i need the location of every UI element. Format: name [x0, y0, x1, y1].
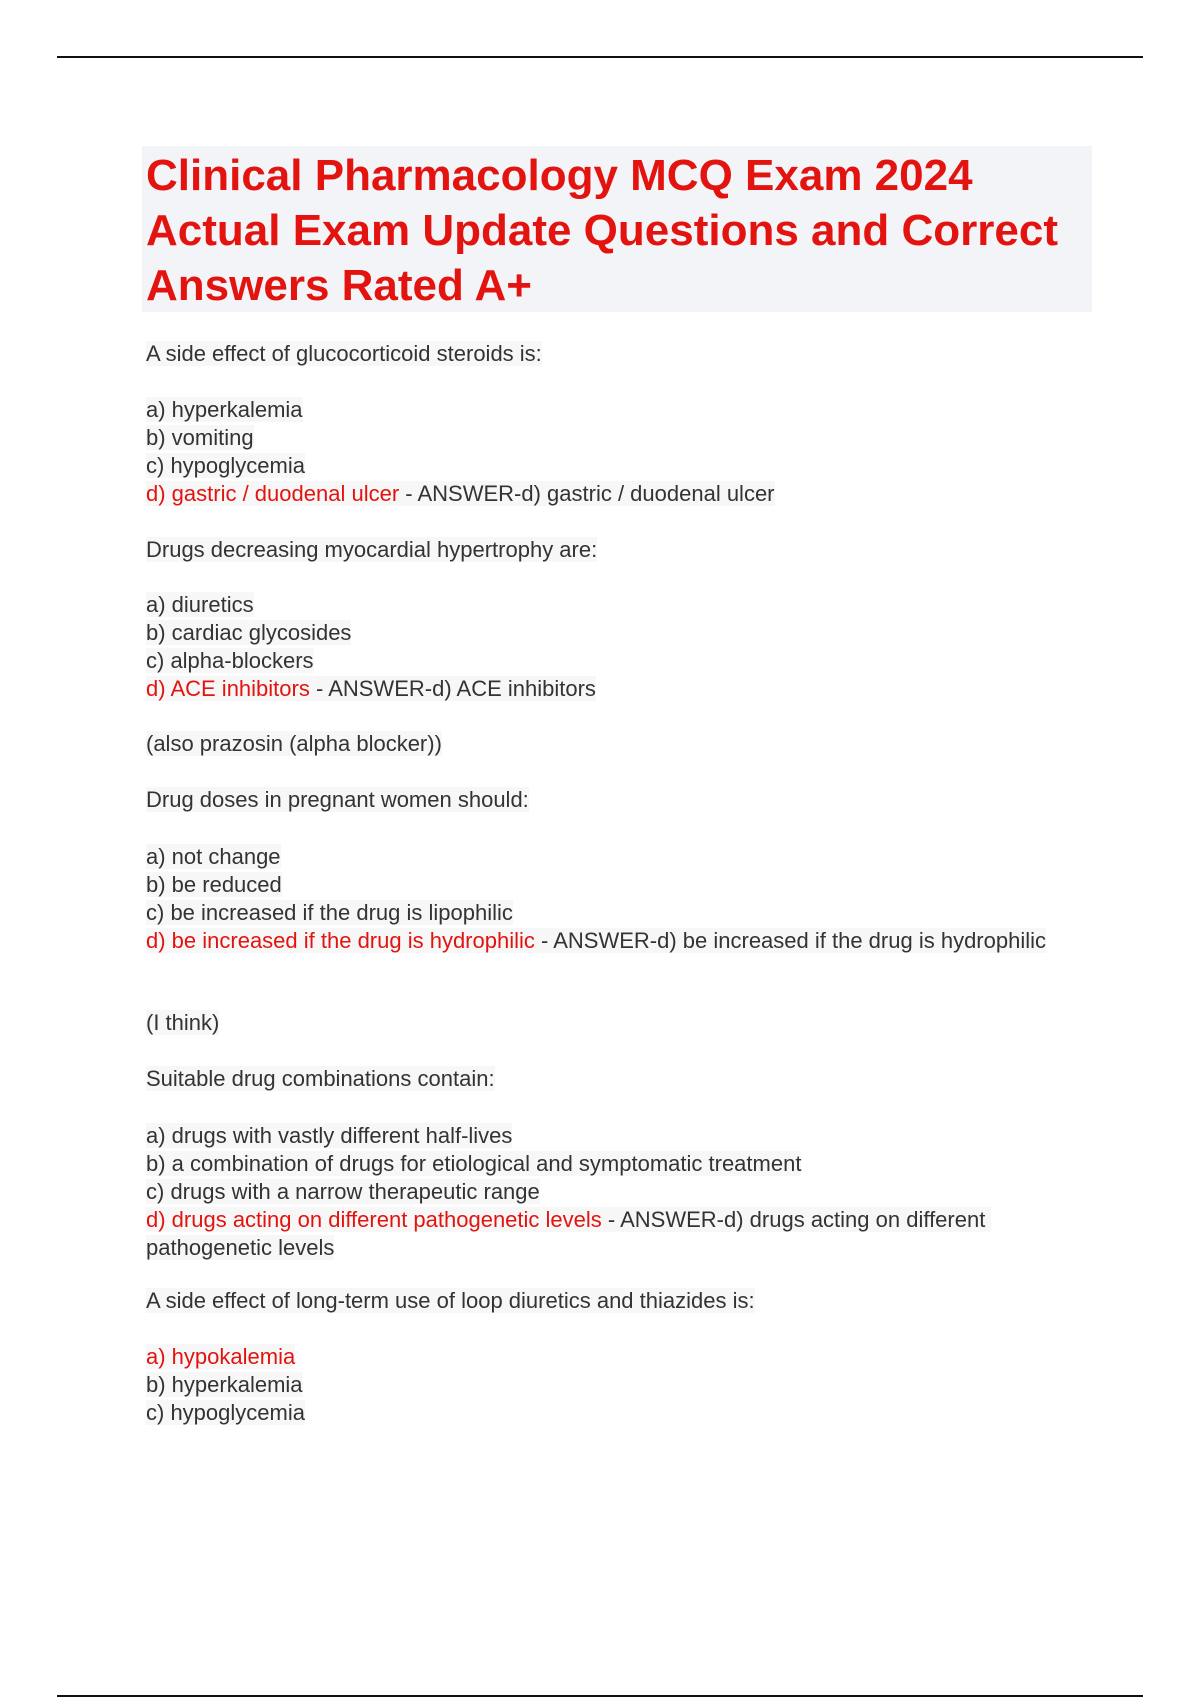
question-3-options	[146, 843, 1086, 955]
option-c: c) drugs with a narrow therapeutic range	[146, 1179, 540, 1204]
question-2-note	[146, 730, 1086, 758]
question-stem: Drugs decreasing myocardial hypertrophy are:	[146, 537, 598, 562]
option-a: a) not change	[146, 844, 281, 869]
question-stem: A side effect of glucocorticoid steroids is:	[146, 341, 542, 366]
question-4-options	[146, 1122, 1086, 1262]
option-a: a) hyperkalemia	[146, 397, 303, 422]
correct-option: a) hypokalemia	[146, 1344, 296, 1369]
question-1-options	[146, 396, 1086, 508]
question-3	[146, 786, 1086, 814]
option-c: c) alpha-blockers	[146, 648, 314, 673]
option-b: b) be reduced	[146, 872, 282, 897]
question-5-options	[146, 1343, 1086, 1427]
question-stem: A side effect of long-term use of loop diuretics and thiazides is:	[146, 1288, 755, 1313]
correct-option: d) ACE inhibitors	[146, 676, 310, 701]
option-b: b) vomiting	[146, 425, 254, 450]
answer-text: - ANSWER-d) be increased if the drug is hydrophilic	[534, 928, 1046, 953]
question-4	[146, 1065, 1086, 1093]
correct-option: d) be increased if the drug is hydrophilic	[146, 928, 535, 953]
top-rule	[57, 56, 1143, 58]
document-title: Clinical Pharmacology MCQ Exam 2024 Actual Exam Update Questions and Correct Answers Rated A+	[146, 151, 1058, 310]
correct-option: d) drugs acting on different pathogenetic levels	[146, 1207, 602, 1232]
option-c: c) be increased if the drug is lipophilic	[146, 900, 513, 925]
question-1	[146, 340, 1086, 368]
question-2	[146, 536, 1086, 564]
question-2-options	[146, 591, 1086, 703]
bottom-rule	[57, 1695, 1143, 1697]
option-b: b) hyperkalemia	[146, 1372, 303, 1397]
option-a: a) diuretics	[146, 592, 254, 617]
option-a: a) drugs with vastly different half-lives	[146, 1123, 513, 1148]
question-stem: Drug doses in pregnant women should:	[146, 787, 529, 812]
correct-option: d) gastric / duodenal ulcer	[146, 481, 400, 506]
note-text: (I think)	[146, 1010, 220, 1035]
option-c: c) hypoglycemia	[146, 1400, 305, 1425]
option-b: b) a combination of drugs for etiological and symptomatic treatment	[146, 1151, 802, 1176]
question-5	[146, 1287, 1086, 1315]
answer-text: - ANSWER-d) gastric / duodenal ulcer	[399, 481, 775, 506]
question-stem: Suitable drug combinations contain:	[146, 1066, 495, 1091]
question-3-note	[146, 1009, 1086, 1037]
answer-text: - ANSWER-d) drugs acting on different pathogenetic levels	[146, 1207, 992, 1260]
answer-text: - ANSWER-d) ACE inhibitors	[309, 676, 596, 701]
note-text: (also prazosin (alpha blocker))	[146, 731, 442, 756]
option-c: c) hypoglycemia	[146, 453, 305, 478]
option-b: b) cardiac glycosides	[146, 620, 352, 645]
